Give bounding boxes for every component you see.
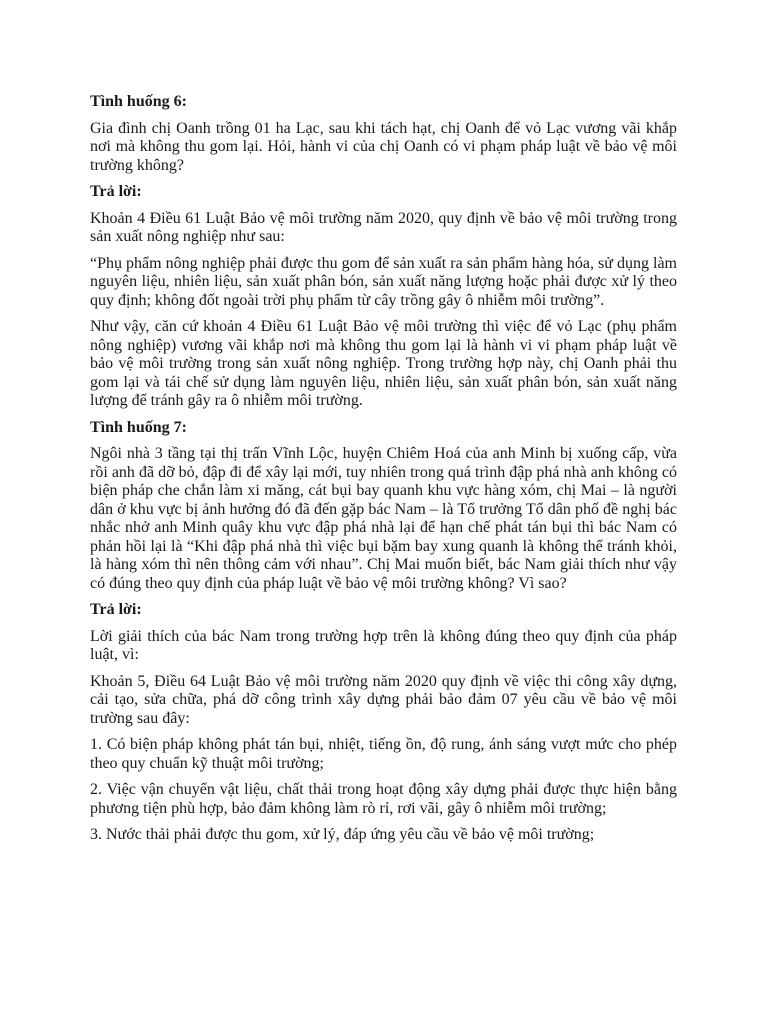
case-7-requirement-1: 1. Có biện pháp không phát tán bụi, nhiệt, tiếng ồn, độ rung, ánh sáng vượt mức cho phép theo quy chuẩn kỹ thuật môi trường; xyxy=(90,736,677,772)
case-7-answer-legal-basis: Khoản 5, Điều 64 Luật Bảo vệ môi trường năm 2020 quy định về việc thi công xây dựng, cải tạo, sửa chữa, phá dỡ công trình xây dựng phải bảo đảm 07 yêu cầu về bảo vệ môi trường sau đây: xyxy=(90,672,677,727)
case-6-answer-paragraph: Khoản 4 Điều 61 Luật Bảo vệ môi trường năm 2020, quy định về bảo vệ môi trường trong sản xuất nông nghiệp như sau: xyxy=(90,209,677,245)
case-7-answer-paragraph: Lời giải thích của bác Nam trong trường hợp trên là không đúng theo quy định của pháp luật, vì: xyxy=(90,627,677,663)
case-6-answer-quote: “Phụ phẩm nông nghiệp phải được thu gom để sản xuất ra sản phẩm hàng hóa, sử dụng làm nguyên liệu, nhiên liệu, sản xuất phân bón, sản xuất năng lượng hoặc phải được xử lý theo quy định; không đốt ngoài trời phụ phẩm từ cây trồng gây ô nhiễm môi trường”. xyxy=(90,254,677,309)
case-7-title: Tình huống 7: xyxy=(90,418,187,436)
case-7-question: Ngôi nhà 3 tầng tại thị trấn Vĩnh Lộc, huyện Chiêm Hoá của anh Minh bị xuống cấp, vừa rồi anh đã dỡ bỏ, đập đi để xây lại mới, tuy nhiên trong quá trình đập phá nhà anh không có biện pháp che chắn làm xi măng, cát bụi bay quanh khu vực hàng xóm, chị Mai – là người dân ở khu vực bị ảnh hưởng đó đã đến gặp bác Nam – là Tổ trưởng Tổ dân phố đề nghị bác nhắc nhở anh Minh quây khu vực đập phá nhà lại để hạn chế phát tán bụi thì bác Nam có phản hồi lại là “Khi đập phá nhà thì việc bụi bặm bay xung quanh là không thể tránh khỏi, là hàng xóm thì nên thông cảm với nhau”. Chị Mai muốn biết, bác Nam giải thích như vậy có đúng theo quy định của pháp luật về bảo vệ môi trường không? Vì sao? xyxy=(90,445,677,592)
document-page xyxy=(90,93,677,845)
case-7-requirement-2: 2. Việc vận chuyển vật liệu, chất thải trong hoạt động xây dựng phải được thực hiện bằng phương tiện phù hợp, bảo đảm không làm rò rỉ, rơi vãi, gây ô nhiễm môi trường; xyxy=(90,781,677,817)
case-6-answer-conclusion: Như vậy, căn cứ khoản 4 Điều 61 Luật Bảo vệ môi trường thì việc để vỏ Lạc (phụ phẩm nông nghiệp) vương vãi khắp nơi mà không thu gom lại là hành vi vi phạm pháp luật về bảo vệ môi trường trong sản xuất nông nghiệp. Trong trường hợp này, chị Oanh phải thu gom lại và tái chế sử dụng làm nguyên liệu, nhiên liệu, sản xuất phân bón, sản xuất năng lượng để tránh gây ra ô nhiễm môi trường. xyxy=(90,318,677,409)
case-6-answer-label: Trả lời: xyxy=(90,183,142,200)
case-7-answer-label: Trả lời: xyxy=(90,601,142,618)
case-6-question: Gia đình chị Oanh trồng 01 ha Lạc, sau khi tách hạt, chị Oanh để vỏ Lạc vương vãi khắp nơi mà không thu gom lại. Hỏi, hành vi của chị Oanh có vi phạm pháp luật về bảo vệ môi trường không? xyxy=(90,119,677,174)
case-6-title: Tình huống 6: xyxy=(90,93,187,110)
case-7-requirement-3: 3. Nước thải phải được thu gom, xử lý, đáp ứng yêu cầu về bảo vệ môi trường; xyxy=(90,826,595,843)
